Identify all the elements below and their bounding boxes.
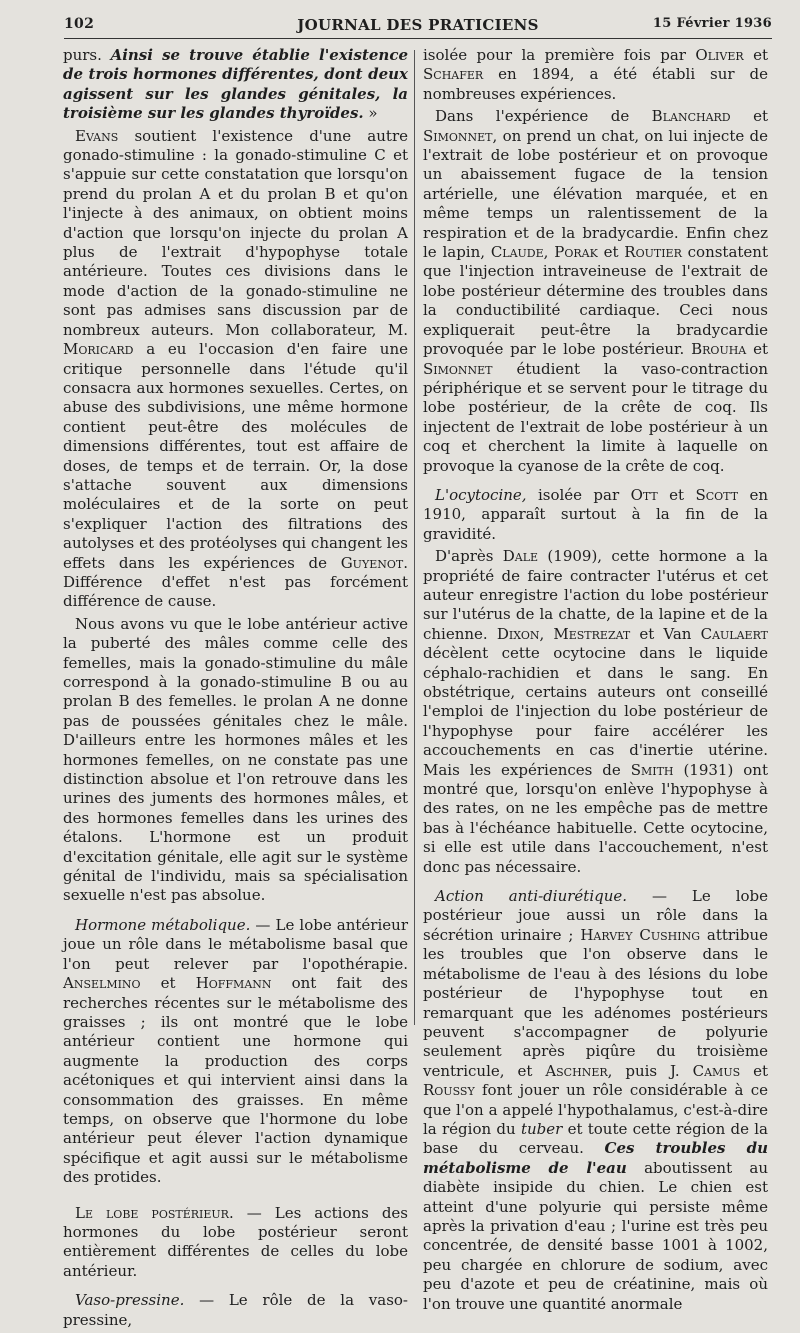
section-heading: Hormone métabolique. — [75, 915, 251, 934]
section-heading: L'ocytocine, — [435, 485, 527, 504]
right-column — [423, 46, 768, 1317]
page-number: 102 — [64, 16, 95, 32]
left-column — [63, 46, 408, 1333]
section-heading: Action anti-diurétique. — [435, 887, 628, 906]
section-heading: Le lobe postérieur. — [75, 1203, 234, 1222]
page-header — [64, 12, 772, 39]
issue-date: 15 Février 1936 — [652, 16, 772, 31]
paragraph: Dans l'expérience de Blanchard et Simonnet, on prend un chat, on lui injecte de l'extrait de lobe postérieur et on provoque un abaissement fugace de la tension artérielle, une élévation marquée, et en même temps un ralentissement de la respiration et de la bradycardie. Enfin chez le lapin, Claude, Porak et Routier constatent que l'injection intraveineuse de l'extrait de lobe postérieur détermine des troubles dans la conductibilité cardiaque. Ceci nous expliquerait peut-être la bradycardie provoquée par le lobe postérieur. Brouha et Simonnet étudient la vaso-contraction périphérique et se servent pour le titrage du lobe postérieur, de la crête de coq. Ils injectent de l'extrait de lobe postérieur à un coq et cherchent la limite à laquelle on provoque la cyanose de la crête de coq. — [423, 107, 768, 475]
paragraph: Le lobe postérieur. — Les actions des hormones du lobe postérieur seront entièrement différentes de celles du lobe antérieur. — [63, 1203, 409, 1280]
paragraph: Vaso-pressine. — Le rôle de la vaso-pressine, — [63, 1291, 408, 1329]
paragraph: Action anti-diurétique. — Le lobe postérieur joue aussi un rôle dans la sécrétion urinaire ; Harvey Cushing attribue les troubles que l'on observe dans le métabolisme de l'eau à des lésions du lobe postérieur de l'hypophyse tout en remarquant que les adénomes postérieurs peuvent s'accompagner de polyurie seulement après piqûre du troisième ventricule, et Aschner, puis J. Camus et Roussy font jouer un rôle considérable à ce que l'on a appelé l'hypothalamus, c'est-à-dire la région du tuber et toute cette région de la base du cerveau. Ces troubles du métabolisme de l'eau aboutissent au diabète insipide du chien. Le chien est atteint d'une polyurie qui persiste même après la privation d'eau ; l'urine est très peu concentrée, de densité basse 1001 à 1002, peu chargée en chlorure de sodium, avec peu d'azote et peu de créatinine, mais où l'on trouve une quantité anormale — [423, 887, 768, 1313]
section-heading: Vaso-pressine. — [75, 1291, 185, 1310]
column-divider — [414, 50, 415, 1025]
paragraph: purs. Ainsi se trouve établie l'existence de trois hormones différentes, dont deux agissent sur les glandes génitales, la troisième sur les glandes thyroïdes. » — [63, 46, 408, 123]
journal-title: JOURNAL DES PRATICIENS — [297, 16, 539, 34]
paragraph: L'ocytocine, isolée par Ott et Scott en 1910, apparaît surtout à la fin de la gravidité. — [423, 485, 768, 543]
paragraph: D'après Dale (1909), cette hormone a la propriété de faire contracter l'utérus et cet auteur enregistre l'action du lobe postérieur sur l'utérus de la chatte, de la lapine et de la chienne. Dixon, Mestrezat et Van Caulaert décèlent cette ocytocine dans le liquide céphalo-rachidien et dans le sang. En obstétrique, certains auteurs ont conseillé l'emploi de l'injection du lobe postérieur de l'hypophyse pour faire accélérer les accouchements en cas d'inertie utérine. Mais les expériences de Smith (1931) ont montré que, lorsqu'on enlève l'hypophyse à des rates, on ne les empêche pas de mettre bas à l'échéance habituelle. Cette ocytocine, si elle est utile dans l'accouchement, n'est donc pas nécessaire. — [423, 547, 768, 876]
paragraph: Hormone métabolique. — Le lobe antérieur joue un rôle dans le métabolisme basal que l'on peut relever par l'opothérapie. Anselmino et Hoffmann ont fait des recherches récentes sur le métabolisme des graisses ; ils ont montré que le lobe antérieur contient une hormone qui augmente la production des corps acétoniques et qui intervient ainsi dans la consommation des graisses. En même temps, on observe que l'hormone du lobe antérieur peut élever l'action dynamique spécifique et agit aussi sur le métabolisme des protides. — [63, 915, 408, 1187]
paragraph: Evans soutient l'existence d'une autre gonado-stimuline : la gonado-stimuline C et s'appuie sur cette constatation que lorsqu'on prend du prolan A et du prolan B et qu'on l'injecte à des animaux, on obtient moins d'action que lorsqu'on injecte du prolan A plus de l'extrait d'hypophyse totale antérieure. Toutes ces divisions dans le mode d'action de la gonado-stimuline ne sont pas admises sans discussion par de nombreux auteurs. Mon collaborateur, M. Moricard a eu l'occasion d'en faire une critique personnelle dans l'étude qu'il consacra aux hormones sexuelles. Certes, on abuse des subdivisions, une même hormone contient peut-être des molécules de dimensions différentes, tout est affaire de doses, de temps et de terrain. Or, la dose s'attache souvent aux dimensions moléculaires et de la sorte on peut s'expliquer l'action des filtrations des autolyses et des protéolyses qui changent les effets dans les expériences de Guyenot. Différence d'effet n'est pas forcément différence de cause. — [63, 126, 408, 611]
paragraph: Nous avons vu que le lobe antérieur active la puberté des mâles comme celle des femelles, mais la gonado-stimuline du mâle correspond à la gonado-stimuline B ou au prolan B des femelles. le prolan A ne donne pas de poussées génitales chez le mâle. D'ailleurs entre les hormones mâles et les hormones femelles, on ne constate pas une distinction absolue et l'on retrouve dans les urines des juments des hormones mâles, et des hormones femelles dans les urines des étalons. L'hormone est un produit d'excitation génitale, elle agit sur le système génital de l'individu, mais sa spécialisation sexuelle n'est pas absolue. — [63, 614, 408, 905]
paragraph: isolée pour la première fois par Oliver et Schafer en 1894, a été établi sur de nombreuses expériences. — [423, 46, 768, 103]
